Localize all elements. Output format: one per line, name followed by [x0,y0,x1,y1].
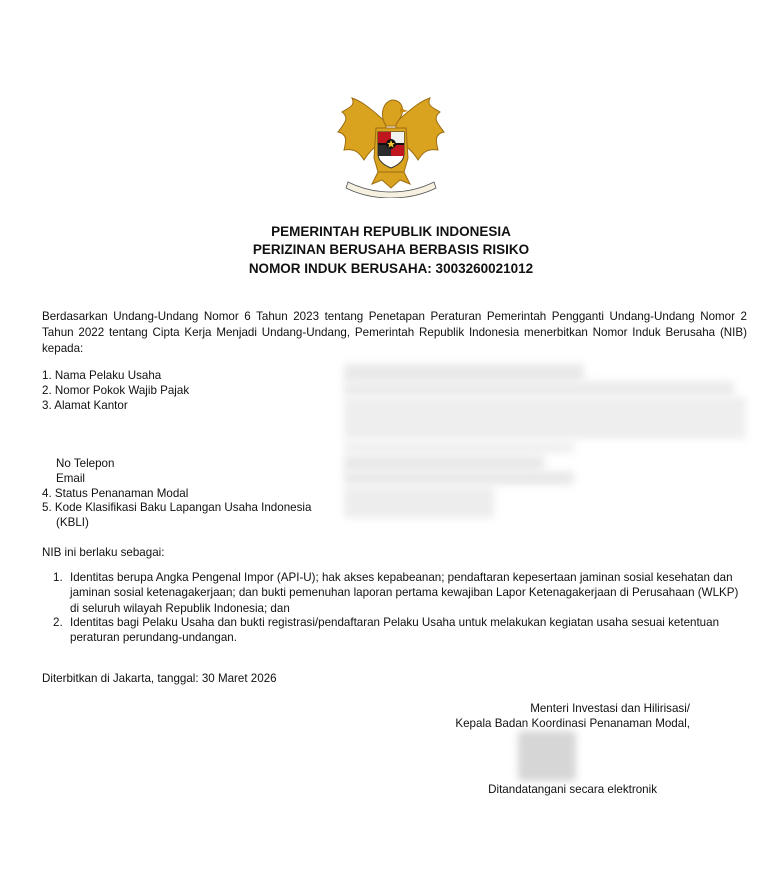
validity-item-2-text: Identitas bagi Pelaku Usaha dan bukti registrasi/pendaftaran Pelaku Usaha untuk melakukan kegiatan usaha sesuai ketentuan peraturan perundang-undangan. [70,616,720,645]
header-nib-number: NOMOR INDUK BERUSAHA: 3003260021012 [248,261,534,276]
field-business-name: 1. Nama Pelaku Usaha [42,369,162,382]
validity-item-1 [53,570,747,616]
issued-date: Diterbitkan di Jakarta, tanggal: 30 Maret 2026 [42,672,277,685]
header-licensing: PERIZINAN BERUSAHA BERBASIS RISIKO [252,242,530,257]
field-kbli-suffix: (KBLI) [56,516,89,529]
signer-title-minister: Menteri Investasi dan Hilirisasi/ [530,702,690,715]
validity-item-1-number: 1. [53,571,63,584]
field-phone: No Telepon [56,457,115,470]
validity-item-2 [53,615,747,646]
field-office-address: 3. Alamat Kantor [42,399,128,412]
field-email: Email [56,472,85,485]
validity-item-2-number: 2. [53,616,63,629]
header-government: PEMERINTAH REPUBLIK INDONESIA [271,224,511,239]
field-tax-number: 2. Nomor Pokok Wajib Pajak [42,384,190,397]
validity-title: NIB ini berlaku sebagai: [42,546,165,559]
field-kbli: 5. Kode Klasifikasi Baku Lapangan Usaha Indonesia [42,501,312,514]
garuda-emblem [334,92,448,198]
field-investment-status: 4. Status Penanaman Modal [42,487,189,500]
electronic-signature-note: Ditandatangani secara elektronik [488,783,657,796]
redacted-qr-signature [518,731,576,781]
intro-paragraph: Berdasarkan Undang-Undang Nomor 6 Tahun 2023 tentang Penetapan Peraturan Pemerintah Pengganti Undang-Undang Nomor 2 Tahun 2022 tentang Cipta Kerja Menjadi Undang-Undang, Pemerintah Republik Indonesia menerbitkan Nomor Induk Berusaha (NIB) kepada: [42,310,747,356]
validity-item-1-text: Identitas berupa Angka Pengenal Impor (API-U); hak akses kepabeanan; pendaftaran kepesertaan jaminan sosial kesehatan dan jaminan sosial ketenagakerjaan; dan bukti pemenuhan laporan pertama kewajiban Lapor Ketenagakerjaan di Perusahaan (WLKP) di seluruh wilayah Republik Indonesia; dan [70,571,739,615]
signer-title-head: Kepala Badan Koordinasi Penanaman Modal, [455,717,690,730]
